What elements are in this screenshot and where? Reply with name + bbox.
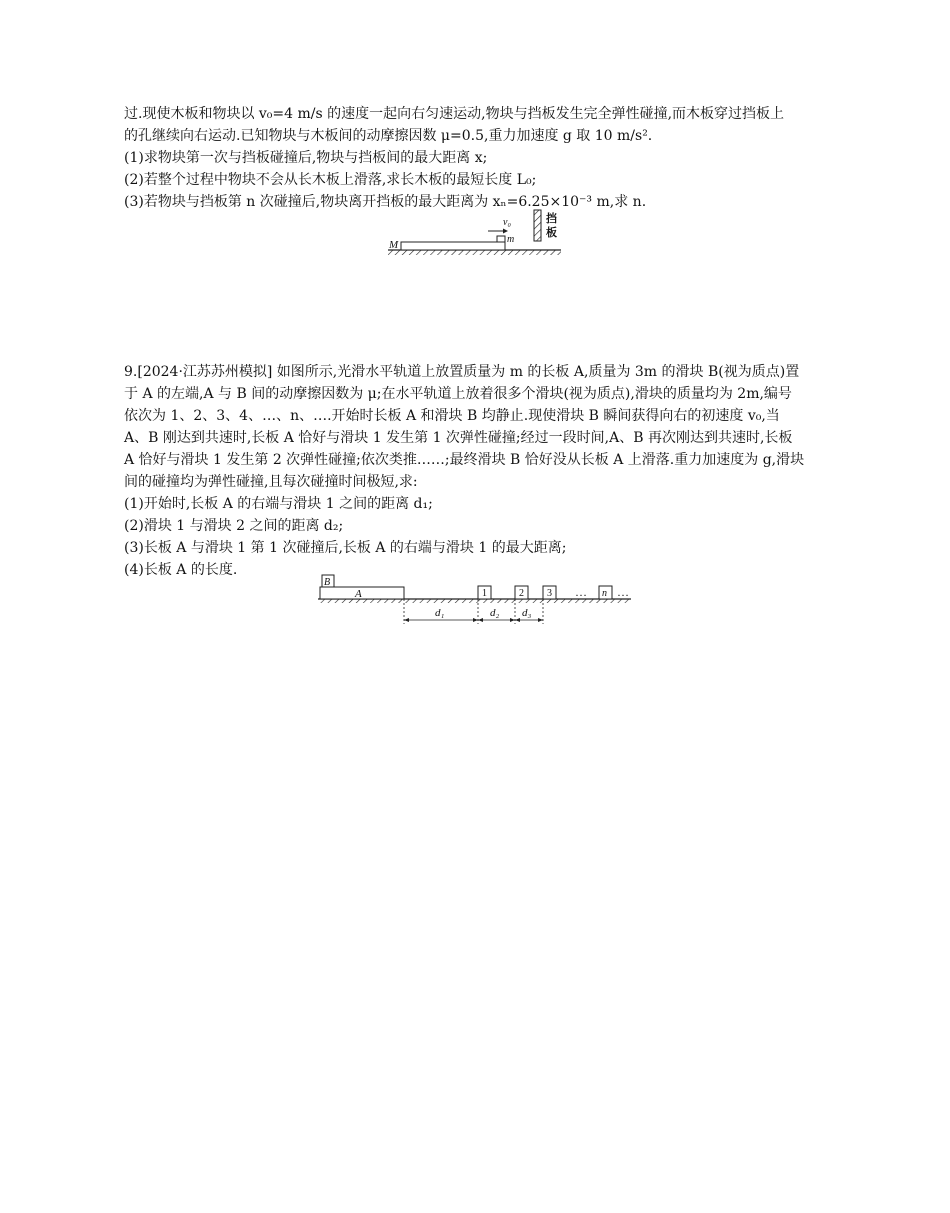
- problem-9-line: 9.[2024·江苏苏州模拟] 如图所示,光滑水平轨道上放置质量为 m 的长板 A,质量为 3m 的滑块 B(视为质点)置: [124, 364, 800, 380]
- label-baffle: 板: [546, 227, 557, 239]
- problem-8-figure: [385, 208, 565, 260]
- problem-8-line: 的孔继续向右运动.已知物块与木板间的动摩擦因数 μ=0.5,重力加速度 g 取 10 m/s².: [124, 128, 653, 144]
- label-m: m: [507, 234, 515, 245]
- block-1-label: 1: [482, 588, 487, 599]
- problem-8-line: (3)若物块与挡板第 n 次碰撞后,物块离开挡板的最大距离为 xₙ=6.25×10⁻³ m,求 n.: [124, 194, 647, 210]
- problem-9-question: (2)滑块 1 与滑块 2 之间的距离 d₂;: [124, 518, 344, 534]
- arrow-head-icon: [538, 618, 543, 622]
- baffle: [534, 210, 541, 241]
- problem-9-line: 于 A 的左端,A 与 B 间的动摩擦因数为 μ;在水平轨道上放着很多个滑块(视为质点),滑块的质量均为 2m,编号: [124, 386, 792, 402]
- arrow-head-icon: [503, 229, 508, 234]
- problem-9-question: (4)长板 A 的长度.: [124, 562, 238, 578]
- label-d2: d₂: [490, 607, 500, 619]
- problem-8-line: (2)若整个过程中物块不会从长木板上滑落,求长木板的最短长度 L₀;: [124, 172, 537, 188]
- label-baffle: 挡: [546, 213, 557, 225]
- label-A: A: [355, 588, 362, 600]
- problem-9-line: 间的碰撞均为弹性碰撞,且每次碰撞时间极短,求:: [124, 474, 418, 490]
- block-3-label: 3: [547, 588, 552, 599]
- problem-9-figure: [316, 572, 636, 628]
- problem-8-line: (1)求物块第一次与挡板碰撞后,物块与挡板间的最大距离 x;: [124, 150, 488, 166]
- arrow-head-icon: [510, 618, 515, 622]
- ground-hatch: [388, 250, 561, 255]
- problem-9-line: 依次为 1、2、3、4、…、n、….开始时长板 A 和滑块 B 均静止.现使滑块 B 瞬间获得向右的初速度 v₀,当: [124, 408, 780, 424]
- ellipsis: …: [575, 585, 587, 599]
- label-d3: d₃: [522, 607, 532, 619]
- problem-9-line: A、B 刚达到共速时,长板 A 恰好与滑块 1 发生第 1 次弹性碰撞;经过一段时间,A、B 再次刚达到共速时,长板: [124, 430, 793, 446]
- label-d1: d₁: [435, 607, 445, 619]
- ellipsis: …: [617, 585, 629, 599]
- board-A: [320, 587, 404, 599]
- track-hatch: [318, 599, 631, 603]
- board-M: [401, 242, 505, 250]
- block-n-label: n: [602, 588, 607, 599]
- label-M: M: [389, 239, 399, 251]
- arrow-head-icon: [478, 618, 483, 622]
- problem-9-question: (1)开始时,长板 A 的右端与滑块 1 之间的距离 d₁;: [124, 496, 433, 512]
- label-v0: v₀: [503, 217, 511, 228]
- block-2-label: 2: [519, 588, 524, 599]
- problem-9-line: A 恰好与滑块 1 发生第 2 次弹性碰撞;依次类推……;最终滑块 B 恰好没从长板 A 上滑落.重力加速度为 g,滑块: [124, 452, 805, 468]
- block-m: [497, 236, 505, 242]
- arrow-head-icon: [473, 618, 478, 622]
- arrow-head-icon: [515, 618, 520, 622]
- label-B: B: [324, 577, 331, 588]
- arrow-head-icon: [404, 618, 409, 622]
- problem-8-line: 过.现使木板和物块以 v₀=4 m/s 的速度一起向右匀速运动,物块与挡板发生完全弹性碰撞,而木板穿过挡板上: [124, 106, 785, 122]
- problem-9-question: (3)长板 A 与滑块 1 第 1 次碰撞后,长板 A 的右端与滑块 1 的最大距离;: [124, 540, 567, 556]
